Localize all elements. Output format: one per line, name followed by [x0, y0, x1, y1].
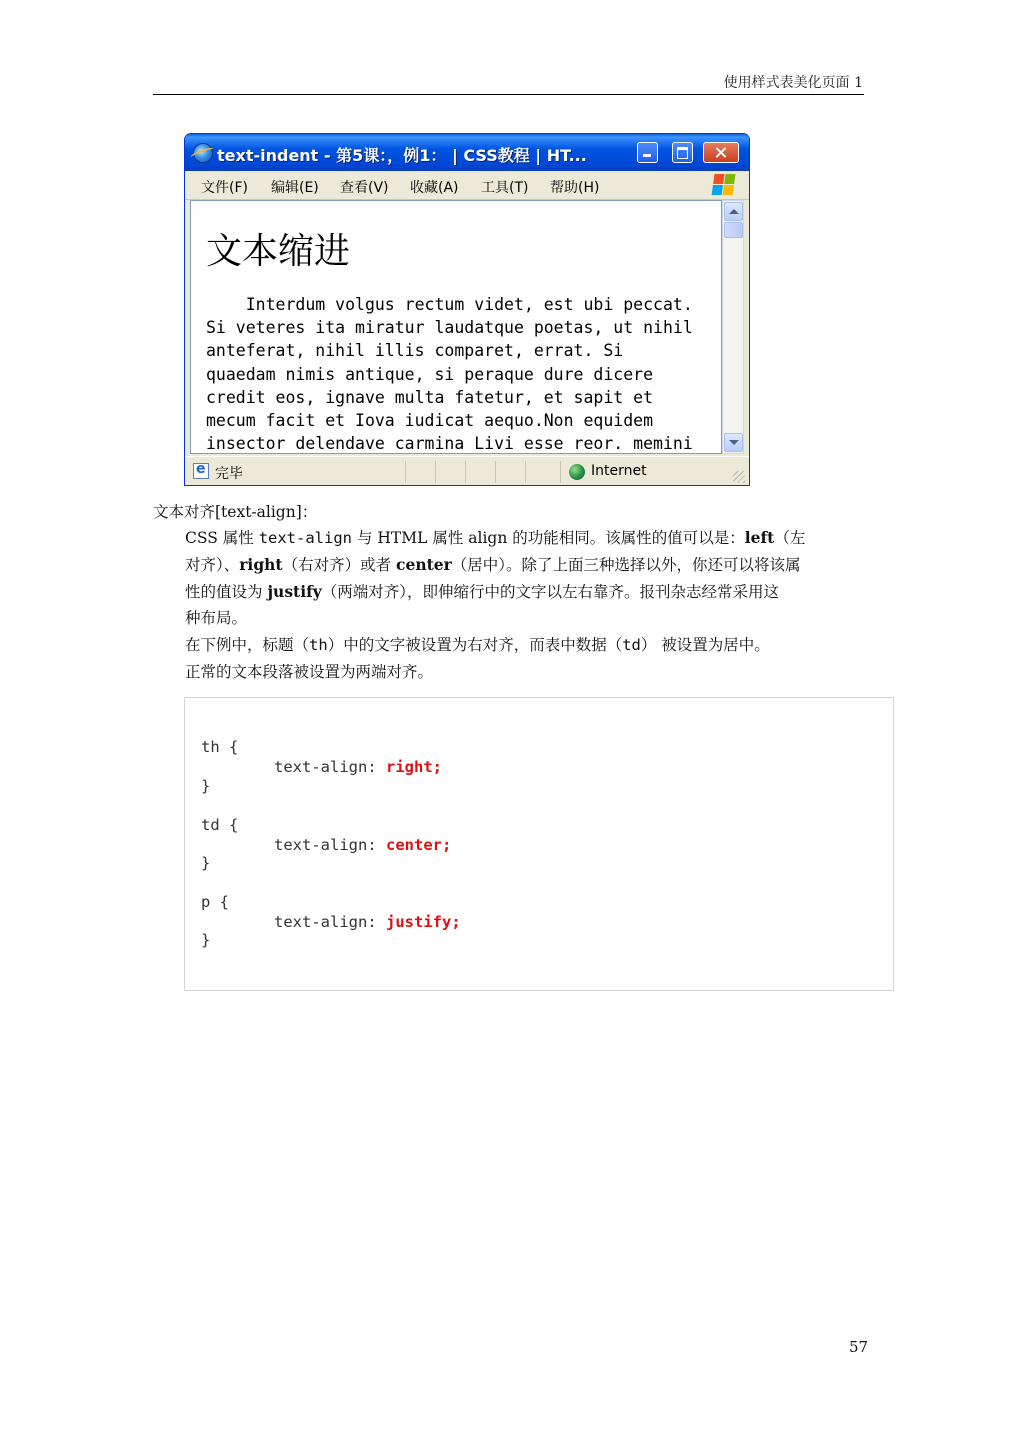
keyword-right: right [239, 555, 283, 574]
paragraph-text-align [185, 524, 865, 632]
menu-edit[interactable]: 编辑(E) [271, 180, 319, 196]
window-titlebar [185, 134, 749, 171]
text-run: （两端对齐），即伸缩行中的文字以左右靠齐。报刊杂志经常采用这 [321, 583, 780, 601]
globe-icon [569, 464, 585, 480]
menu-tools[interactable]: 工具(T) [481, 180, 529, 196]
paragraph-line [185, 551, 865, 578]
internet-explorer-icon [193, 143, 213, 163]
keyword-center: center [396, 555, 452, 574]
paragraph-line: 种布局。 [185, 609, 248, 627]
paragraph-line [185, 578, 865, 605]
scroll-thumb[interactable] [724, 222, 743, 238]
page-paragraph [206, 293, 716, 454]
vertical-scrollbar[interactable] [722, 200, 744, 454]
section-heading: 文本对齐[text-align]： [153, 503, 318, 521]
paragraph-line: anteferat, nihil illis comparet, errat. Si [206, 341, 624, 361]
menu-favorites[interactable]: 收藏(A) [410, 180, 459, 196]
menu-file[interactable]: 文件(F) [201, 180, 248, 196]
inline-code: text-align [258, 529, 353, 547]
paragraph-line: credit eos, ignave multa fatetur, et sapit et [206, 387, 654, 407]
paragraph-line: 正常的文本段落被设置为两端对齐。 [185, 663, 434, 681]
text-run: ） 被设置为居中。 [640, 636, 770, 654]
security-zone: Internet [591, 463, 647, 479]
page-status-icon [193, 463, 209, 479]
paragraph-line [185, 524, 865, 551]
browser-viewport [190, 200, 722, 454]
text-run: 与 HTML 属性 align 的功能相同。该属性的值可以是： [352, 529, 745, 547]
paragraph-line: Interdum volgus rectum videt, est ubi peccat. [206, 295, 693, 314]
code-example [184, 697, 894, 991]
code-declaration [274, 913, 461, 931]
paragraph-line [185, 632, 865, 659]
code-value: center; [386, 836, 452, 854]
text-run: （右对齐）或者 [282, 556, 397, 574]
status-divider [525, 461, 526, 483]
window-title: text-indent - 第5课：，例1： | CSS教程 | HT... [217, 146, 587, 165]
code-property: text-align: [274, 913, 377, 931]
paragraph-example-intro [185, 632, 865, 686]
code-selector: th { [201, 738, 239, 756]
inline-code: th [309, 636, 328, 654]
text-run: 对齐）、 [185, 556, 240, 574]
text-run: ）中的文字被设置为右对齐，而表中数据（ [327, 636, 623, 654]
resize-grip-icon[interactable] [733, 471, 745, 483]
status-divider [405, 461, 406, 483]
keyword-left: left [744, 528, 775, 547]
running-header: 使用样式表美化页面 1 [723, 75, 863, 91]
text-run: 性的值设为 [185, 583, 268, 601]
scroll-down-button[interactable] [724, 433, 743, 452]
maximize-button[interactable] [672, 142, 693, 163]
paragraph-line: mecum facit et Iova iudicat aequo.Non equidem [206, 411, 654, 431]
header-rule [153, 94, 864, 95]
code-declaration [274, 836, 451, 854]
status-bar [185, 456, 749, 486]
minimize-button[interactable] [637, 142, 658, 163]
status-divider [495, 461, 496, 483]
status-divider [465, 461, 466, 483]
code-selector: td { [201, 816, 239, 834]
code-brace: } [201, 777, 211, 795]
page-heading: 文本缩进 [206, 231, 351, 272]
code-brace: } [201, 931, 211, 949]
paragraph-line: Si veteres ita miratur laudatque poetas, ut nihil [206, 318, 693, 338]
scroll-up-button[interactable] [724, 202, 743, 221]
code-selector: p { [201, 893, 229, 911]
windows-flag-icon [711, 174, 736, 196]
text-run: （左 [774, 529, 806, 547]
page-number: 57 [849, 1338, 869, 1356]
paragraph-line: insector delendave carmina Livi esse reor. memini [206, 434, 693, 454]
keyword-justify: justify [267, 582, 322, 601]
inline-code: td [622, 636, 641, 654]
menu-view[interactable]: 查看(V) [340, 180, 389, 196]
close-button[interactable] [703, 142, 739, 163]
status-text: 完毕 [215, 466, 243, 482]
code-property: text-align: [274, 836, 377, 854]
menu-help[interactable]: 帮助(H) [550, 180, 600, 196]
paragraph-line: quaedam nimis antique, si peraque dure dicere [206, 364, 654, 384]
code-value: right; [386, 758, 442, 776]
menu-bar [185, 171, 749, 200]
status-divider [435, 461, 436, 483]
code-brace: } [201, 854, 211, 872]
code-value: justify; [386, 913, 461, 931]
status-divider [560, 461, 561, 483]
text-run: （居中）。除了上面三种选择以外，你还可以将该属 [451, 556, 801, 574]
text-run: 在下例中，标题（ [185, 636, 310, 654]
browser-window [184, 133, 750, 486]
code-property: text-align: [274, 758, 377, 776]
code-declaration [274, 758, 442, 776]
text-run: CSS 属性 [185, 529, 259, 547]
